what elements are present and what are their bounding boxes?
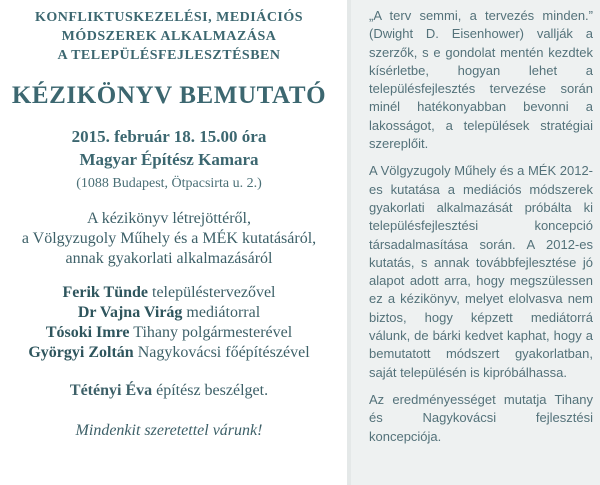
speaker-role: Tihany polgármesterével — [133, 324, 293, 341]
description-paragraph: Az eredményességet mutatja Tihany és Nagykovácsi fejlesztési koncepciója. — [369, 391, 593, 444]
intro-line: a Völgyzugoly Műhely és a MÉK kutatásáról, — [21, 230, 317, 247]
speaker-item — [0, 303, 338, 323]
event-venue: Magyar Építész Kamara — [79, 150, 259, 169]
speaker-item — [0, 343, 338, 363]
event-address: (1088 Budapest, Ötpacsirta u. 2.) — [76, 176, 262, 191]
speaker-item — [0, 283, 338, 303]
host-text: építész beszélget. — [156, 382, 269, 399]
speaker-role: Nagykovácsi főépítészével — [137, 344, 310, 361]
heading-line: KONFLIKTUSKEZELÉSI, MEDIÁCIÓS — [34, 10, 304, 25]
speaker-name: Tósoki Imre — [45, 324, 130, 341]
description-paragraph: „A terv semmi, a tervezés minden.” (Dwight D. Eisenhower) vallják a szerzők, s e gondolat mentén kezdtek kísérletbe, hogyan lehet a településfejlesztés tervezése során minél hatékonyabban bevonni a lakosságot, a települések stratégiai szereplőit. — [369, 8, 593, 152]
description-panel — [351, 0, 600, 485]
host-name: Tétényi Éva — [69, 382, 153, 399]
closing-line: Mindenkit szeretettel várunk! — [75, 422, 263, 439]
event-date: 2015. február 18. 15.00 óra — [71, 127, 267, 146]
heading-line: MÓDSZEREK ALKALMAZÁSA — [61, 29, 277, 44]
description-paragraph: A Völgyzugoly Műhely és a MÉK 2012-es kutatása a mediációs módszerek gyakorlati alkalmazását próbálta ki településfejlesztési koncepció társadalmasítása során. A 2012-es kutatás, s annak továbbfejlesztése jó alapot adott arra, hogy megszülessen ez a kézikönyv, melyet elolvasva nem biztos, hogy képzett mediátorrá válunk, de bárki kedvet kaphat, hogy a bemutatott módszert gyakorlatban, saját településén is kipróbálhassa. — [369, 163, 594, 380]
speaker-name: Dr Vajna Virág — [77, 304, 183, 321]
speaker-item — [0, 323, 338, 343]
heading-line: A TELEPÜLÉSFEJLESZTÉSBEN — [57, 48, 281, 63]
speaker-list — [0, 283, 338, 363]
intro-line: A kézikönyv létrejöttéről, — [87, 210, 251, 227]
speaker-name: Ferik Tünde — [62, 284, 148, 301]
host-line — [0, 381, 338, 401]
speaker-name: Györgyi Zoltán — [28, 344, 134, 361]
intro-text — [0, 209, 338, 269]
speaker-role: településtervezővel — [152, 284, 276, 301]
intro-line: annak gyakorlati alkalmazásáról — [65, 250, 273, 267]
page-title: KÉZIKÖNYV BEMUTATÓ — [11, 82, 327, 109]
speaker-role: mediátorral — [186, 304, 261, 321]
event-heading — [0, 8, 338, 65]
